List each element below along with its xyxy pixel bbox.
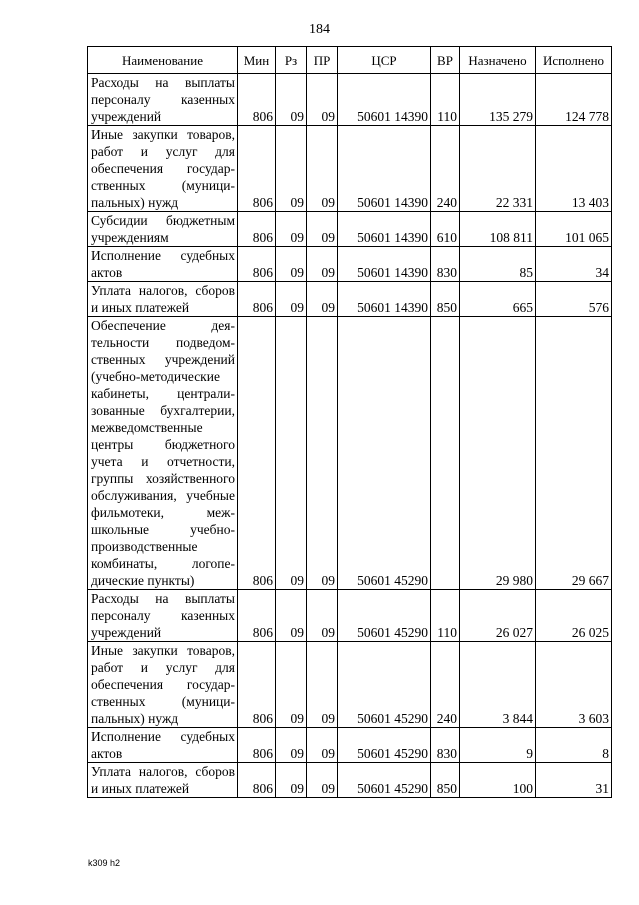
row-assigned: 22 331: [460, 126, 536, 212]
row-name: Исполнение судебных актов: [88, 728, 238, 763]
row-vr: 850: [431, 763, 460, 798]
row-executed: 3 603: [536, 642, 612, 728]
table-row: [88, 728, 612, 763]
row-vr: 830: [431, 247, 460, 282]
row-executed: 101 065: [536, 212, 612, 247]
row-name: Иные закупки товаров, работ и услуг для обеспечения государственных (муниципальных) нужд: [88, 642, 238, 728]
row-assigned: 3 844: [460, 642, 536, 728]
row-executed: 26 025: [536, 590, 612, 642]
row-rz: 09: [276, 317, 307, 590]
row-assigned: 26 027: [460, 590, 536, 642]
row-pr: 09: [307, 317, 338, 590]
row-min: 806: [238, 282, 276, 317]
row-vr: 240: [431, 642, 460, 728]
row-vr: 850: [431, 282, 460, 317]
row-name: Субсидии бюджетным учреждениям: [88, 212, 238, 247]
page-number: 184: [309, 22, 330, 37]
table-row: [88, 282, 612, 317]
table-row: [88, 317, 612, 590]
row-rz: 09: [276, 126, 307, 212]
row-rz: 09: [276, 728, 307, 763]
row-name: Исполнение судебных актов: [88, 247, 238, 282]
row-vr: [431, 317, 460, 590]
row-executed: 31: [536, 763, 612, 798]
row-pr: 09: [307, 212, 338, 247]
table-row: [88, 763, 612, 798]
row-name: Обеспечение деятельности подведомственных учреждений (учебно-методические кабинеты, централизованные бухгалтерии, межведомственные центры бюджетного учета и отчетности, группы хозяйственного обслуживания, учебные фильмотеки, межшкольные учебно-производственные комбинаты, логопедические пункты): [88, 317, 238, 590]
row-rz: 09: [276, 212, 307, 247]
footer-code: k309 h2: [88, 858, 121, 868]
header-rz: Рз: [276, 47, 307, 74]
row-assigned: 9: [460, 728, 536, 763]
header-pr: ПР: [307, 47, 338, 74]
row-name: Уплата налогов, сборов и иных платежей: [88, 282, 238, 317]
row-rz: 09: [276, 74, 307, 126]
row-pr: 09: [307, 590, 338, 642]
table-row: [88, 247, 612, 282]
header-vr: ВР: [431, 47, 460, 74]
row-vr: 110: [431, 74, 460, 126]
row-vr: 830: [431, 728, 460, 763]
row-assigned: 85: [460, 247, 536, 282]
row-min: 806: [238, 642, 276, 728]
row-pr: 09: [307, 247, 338, 282]
row-min: 806: [238, 728, 276, 763]
row-csr: 50601 45290: [338, 317, 431, 590]
row-vr: 240: [431, 126, 460, 212]
row-assigned: 100: [460, 763, 536, 798]
row-name: Иные закупки товаров, работ и услуг для обеспечения государственных (муниципальных) нужд: [88, 126, 238, 212]
row-pr: 09: [307, 126, 338, 212]
table-row: [88, 126, 612, 212]
row-assigned: 665: [460, 282, 536, 317]
row-pr: 09: [307, 74, 338, 126]
row-min: 806: [238, 74, 276, 126]
row-executed: 13 403: [536, 126, 612, 212]
row-csr: 50601 14390: [338, 282, 431, 317]
row-min: 806: [238, 126, 276, 212]
row-pr: 09: [307, 728, 338, 763]
header-csr: ЦСР: [338, 47, 431, 74]
row-assigned: 108 811: [460, 212, 536, 247]
row-csr: 50601 45290: [338, 728, 431, 763]
row-rz: 09: [276, 590, 307, 642]
row-executed: 124 778: [536, 74, 612, 126]
row-csr: 50601 14390: [338, 247, 431, 282]
row-executed: 34: [536, 247, 612, 282]
row-vr: 610: [431, 212, 460, 247]
row-executed: 29 667: [536, 317, 612, 590]
row-vr: 110: [431, 590, 460, 642]
row-csr: 50601 14390: [338, 74, 431, 126]
row-pr: 09: [307, 642, 338, 728]
header-name: Наименование: [88, 47, 238, 74]
row-name: Расходы на выплаты персоналу казенных учреждений: [88, 74, 238, 126]
row-executed: 8: [536, 728, 612, 763]
row-assigned: 29 980: [460, 317, 536, 590]
row-csr: 50601 14390: [338, 126, 431, 212]
row-pr: 09: [307, 282, 338, 317]
row-csr: 50601 45290: [338, 642, 431, 728]
row-min: 806: [238, 590, 276, 642]
row-rz: 09: [276, 763, 307, 798]
row-rz: 09: [276, 282, 307, 317]
row-rz: 09: [276, 247, 307, 282]
header-min: Мин: [238, 47, 276, 74]
row-csr: 50601 45290: [338, 763, 431, 798]
table-row: [88, 212, 612, 247]
row-name: Расходы на выплаты персоналу казенных учреждений: [88, 590, 238, 642]
budget-table: [87, 46, 612, 798]
header-assigned: Назначено: [460, 47, 536, 74]
table-row: [88, 642, 612, 728]
row-min: 806: [238, 763, 276, 798]
row-csr: 50601 14390: [338, 212, 431, 247]
row-executed: 576: [536, 282, 612, 317]
table-row: [88, 590, 612, 642]
row-name: Уплата налогов, сборов и иных платежей: [88, 763, 238, 798]
header-executed: Исполнено: [536, 47, 612, 74]
row-csr: 50601 45290: [338, 590, 431, 642]
row-pr: 09: [307, 763, 338, 798]
header-row: [88, 47, 612, 74]
row-rz: 09: [276, 642, 307, 728]
row-assigned: 135 279: [460, 74, 536, 126]
table-row: [88, 74, 612, 126]
row-min: 806: [238, 247, 276, 282]
row-min: 806: [238, 317, 276, 590]
row-min: 806: [238, 212, 276, 247]
